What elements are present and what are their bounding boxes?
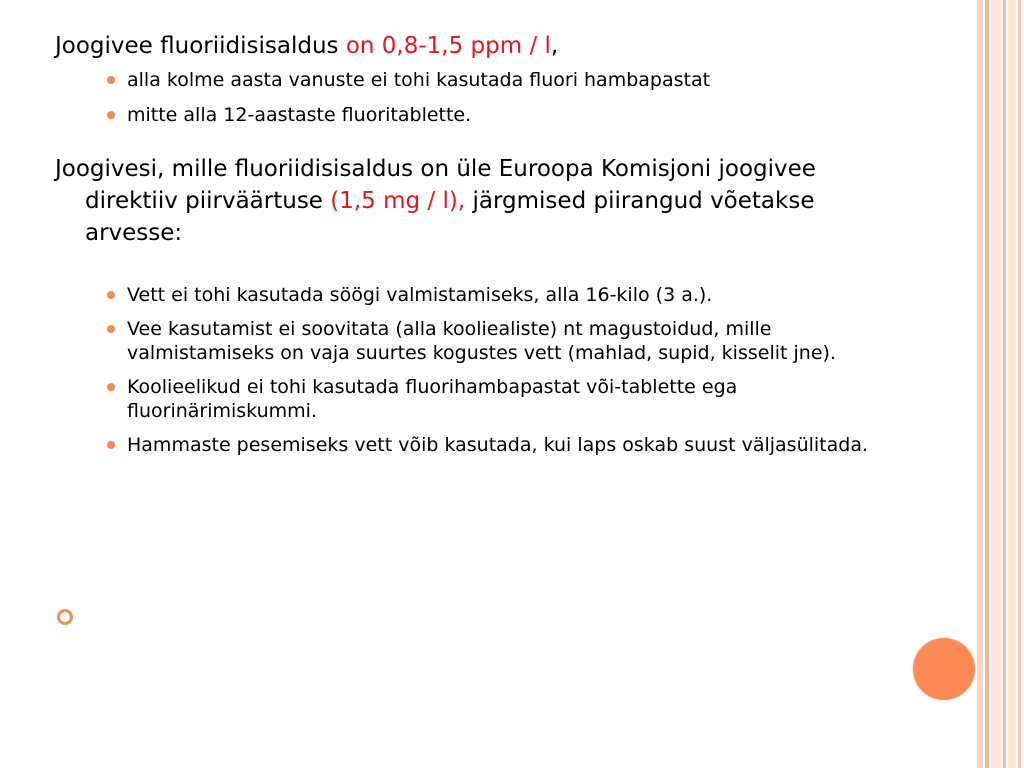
list-item	[55, 433, 885, 457]
bullet-dot-icon	[107, 76, 115, 84]
decorative-orange-circle	[913, 638, 975, 700]
list-item	[55, 68, 885, 92]
bullet-dot-icon	[107, 291, 115, 299]
stripe	[985, 0, 989, 768]
stripe	[1018, 0, 1021, 768]
list-item-text: Vett ei tohi kasutada söögi valmistamiseks, alla 16-kilo (3 a.).	[127, 284, 713, 306]
slide-content	[55, 30, 885, 467]
paragraph-directive	[55, 153, 885, 249]
list-item	[55, 103, 885, 127]
stripe	[1008, 0, 1016, 768]
stripe	[1003, 0, 1006, 768]
list-item-text: mitte alla 12-aastaste fluoritablette.	[127, 104, 472, 126]
bullet-list-restrictions	[55, 283, 885, 457]
list-item	[55, 375, 885, 423]
list-item-text: Hammaste pesemiseks vett võib kasutada, kui laps oskab suust väljasülitada.	[127, 434, 868, 456]
decorative-side-stripes	[977, 0, 1024, 768]
stripe	[977, 0, 983, 768]
highlight-text: on 0,8-1,5 ppm / l	[345, 33, 551, 59]
list-item	[55, 283, 885, 307]
list-item-text: Koolieelikud ei tohi kasutada fluorihambapastat või-tablette ega fluorinärimiskummi.	[127, 376, 738, 422]
empty-bullet-ring-icon	[57, 609, 73, 625]
list-item	[55, 317, 885, 365]
paragraph-fluoride-level	[55, 30, 885, 62]
paragraph-tail: ,	[550, 33, 559, 59]
bullet-dot-icon	[107, 441, 115, 449]
stripe	[991, 0, 1001, 768]
highlight-text: (1,5 mg / l),	[330, 188, 466, 214]
paragraph-tail: järgmised piirangud võetakse arvesse:	[85, 188, 815, 246]
list-item-text: alla kolme aasta vanuste ei tohi kasutada fluori hambapastat	[127, 69, 711, 91]
paragraph-text: Joogivesi, mille fluoriidisisaldus on üle Euroopa Komisjoni joogivee direktiiv piirväärtuse	[55, 156, 816, 214]
bullet-dot-icon	[107, 325, 115, 333]
bullet-dot-icon	[107, 383, 115, 391]
paragraph-text: Joogivee fluoriidisisaldus	[55, 33, 346, 59]
bullet-dot-icon	[107, 111, 115, 119]
list-item-text: Vee kasutamist ei soovitata (alla kooliealiste) nt magustoidud, mille valmistamiseks on vaja suurtes kogustes vett (mahlad, supid, kisselit jne).	[127, 318, 836, 364]
bullet-list-age-restrictions	[55, 68, 885, 127]
